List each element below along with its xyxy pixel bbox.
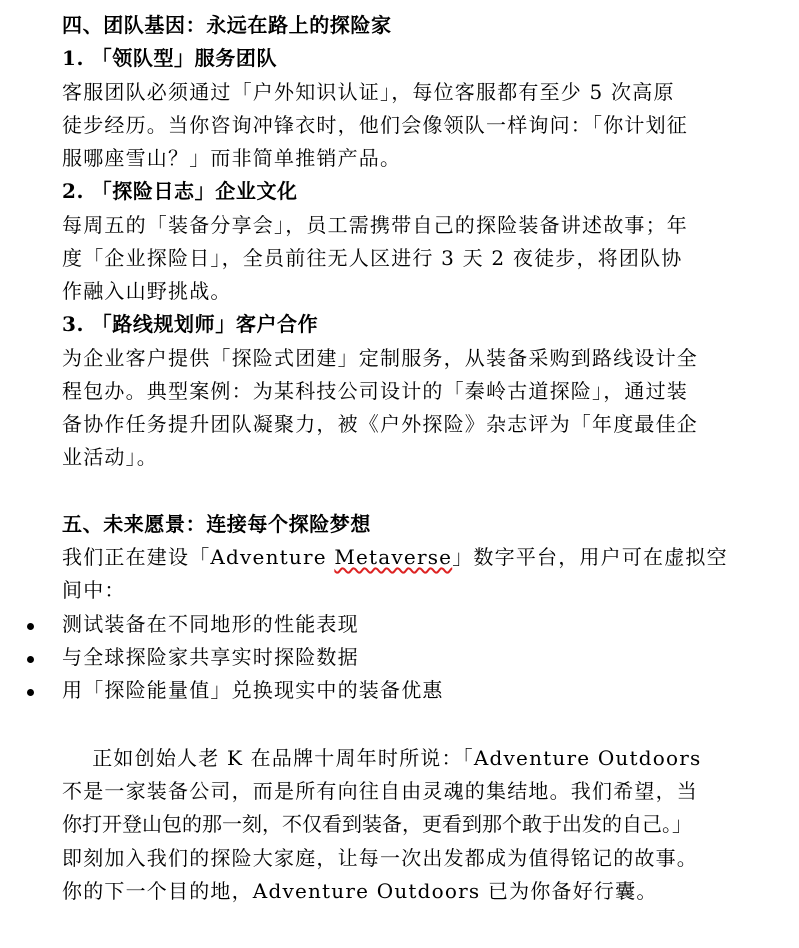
item-2-heading: 2. 「探险日志」企业文化: [62, 179, 298, 203]
bullet-dot-icon: [27, 689, 34, 696]
item-3-line-1: 为企业客户提供「探险式团建」定制服务，从装备采购到路线设计全: [62, 346, 698, 370]
bullet-item-2: 与全球探险家共享实时探险数据: [62, 645, 359, 669]
bullet-item-1: 测试装备在不同地形的性能表现: [62, 612, 359, 636]
closing-line-2: 不是一家装备公司，而是所有向往自由灵魂的集结地。我们希望，当: [62, 779, 698, 803]
item-3-line-3: 备协作任务提升团队凝聚力，被《户外探险》杂志评为「年度最佳企: [62, 412, 698, 436]
section-4-title: 四、团队基因：永远在路上的探险家: [62, 13, 392, 37]
closing-line-4: 即刻加入我们的探险大家庭，让每一次出发都成为值得铭记的故事。: [62, 846, 698, 870]
closing-line-1: 正如创始人老 K 在品牌十周年时所说：「Adventure Outdoors: [62, 746, 702, 770]
bullet-item-3: 用「探险能量值」兑换现实中的装备优惠: [62, 678, 444, 702]
item-1-heading: 1. 「领队型」服务团队: [62, 46, 278, 70]
item-2-line-2: 度「企业探险日」，全员前往无人区进行 3 天 2 夜徒步，将团队协: [62, 246, 683, 270]
bullet-dot-icon: [27, 623, 34, 630]
closing-line-5: 你的下一个目的地，Adventure Outdoors 已为你备好行囊。: [62, 879, 658, 903]
item-1-line-3: 服哪座雪山？」而非简单推销产品。: [62, 146, 402, 170]
item-2-line-1: 每周五的「装备分享会」，员工需携带自己的探险装备讲述故事；年: [62, 213, 688, 237]
item-1-line-1: 客服团队必须通过「户外知识认证」，每位客服都有至少 5 次高原: [62, 80, 675, 104]
intro-text-before: 我们正在建设「Adventure: [62, 545, 335, 569]
section-5-intro-line-2: 间中：: [62, 578, 126, 602]
item-1-line-2: 徒步经历。当你咨询冲锋衣时，他们会像领队一样询问：「你计划征: [62, 113, 688, 137]
closing-line-3: 你打开登山包的那一刻，不仅看到装备，更看到那个敢于出发的自己。」: [62, 812, 692, 836]
item-3-heading: 3. 「路线规划师」客户合作: [62, 312, 319, 336]
item-2-line-3: 作融入山野挑战。: [62, 279, 232, 303]
spellcheck-word: Metaverse: [334, 545, 453, 569]
intro-text-after: 」数字平台，用户可在虚拟空: [452, 545, 728, 569]
bullet-dot-icon: [27, 656, 34, 663]
section-5-title: 五、未来愿景：连接每个探险梦想: [62, 512, 371, 536]
item-3-line-2: 程包办。典型案例：为某科技公司设计的「秦岭古道探险」，通过装: [62, 379, 688, 403]
item-3-line-4: 业活动」。: [62, 445, 158, 469]
section-5-intro-line-1: [62, 541, 728, 574]
